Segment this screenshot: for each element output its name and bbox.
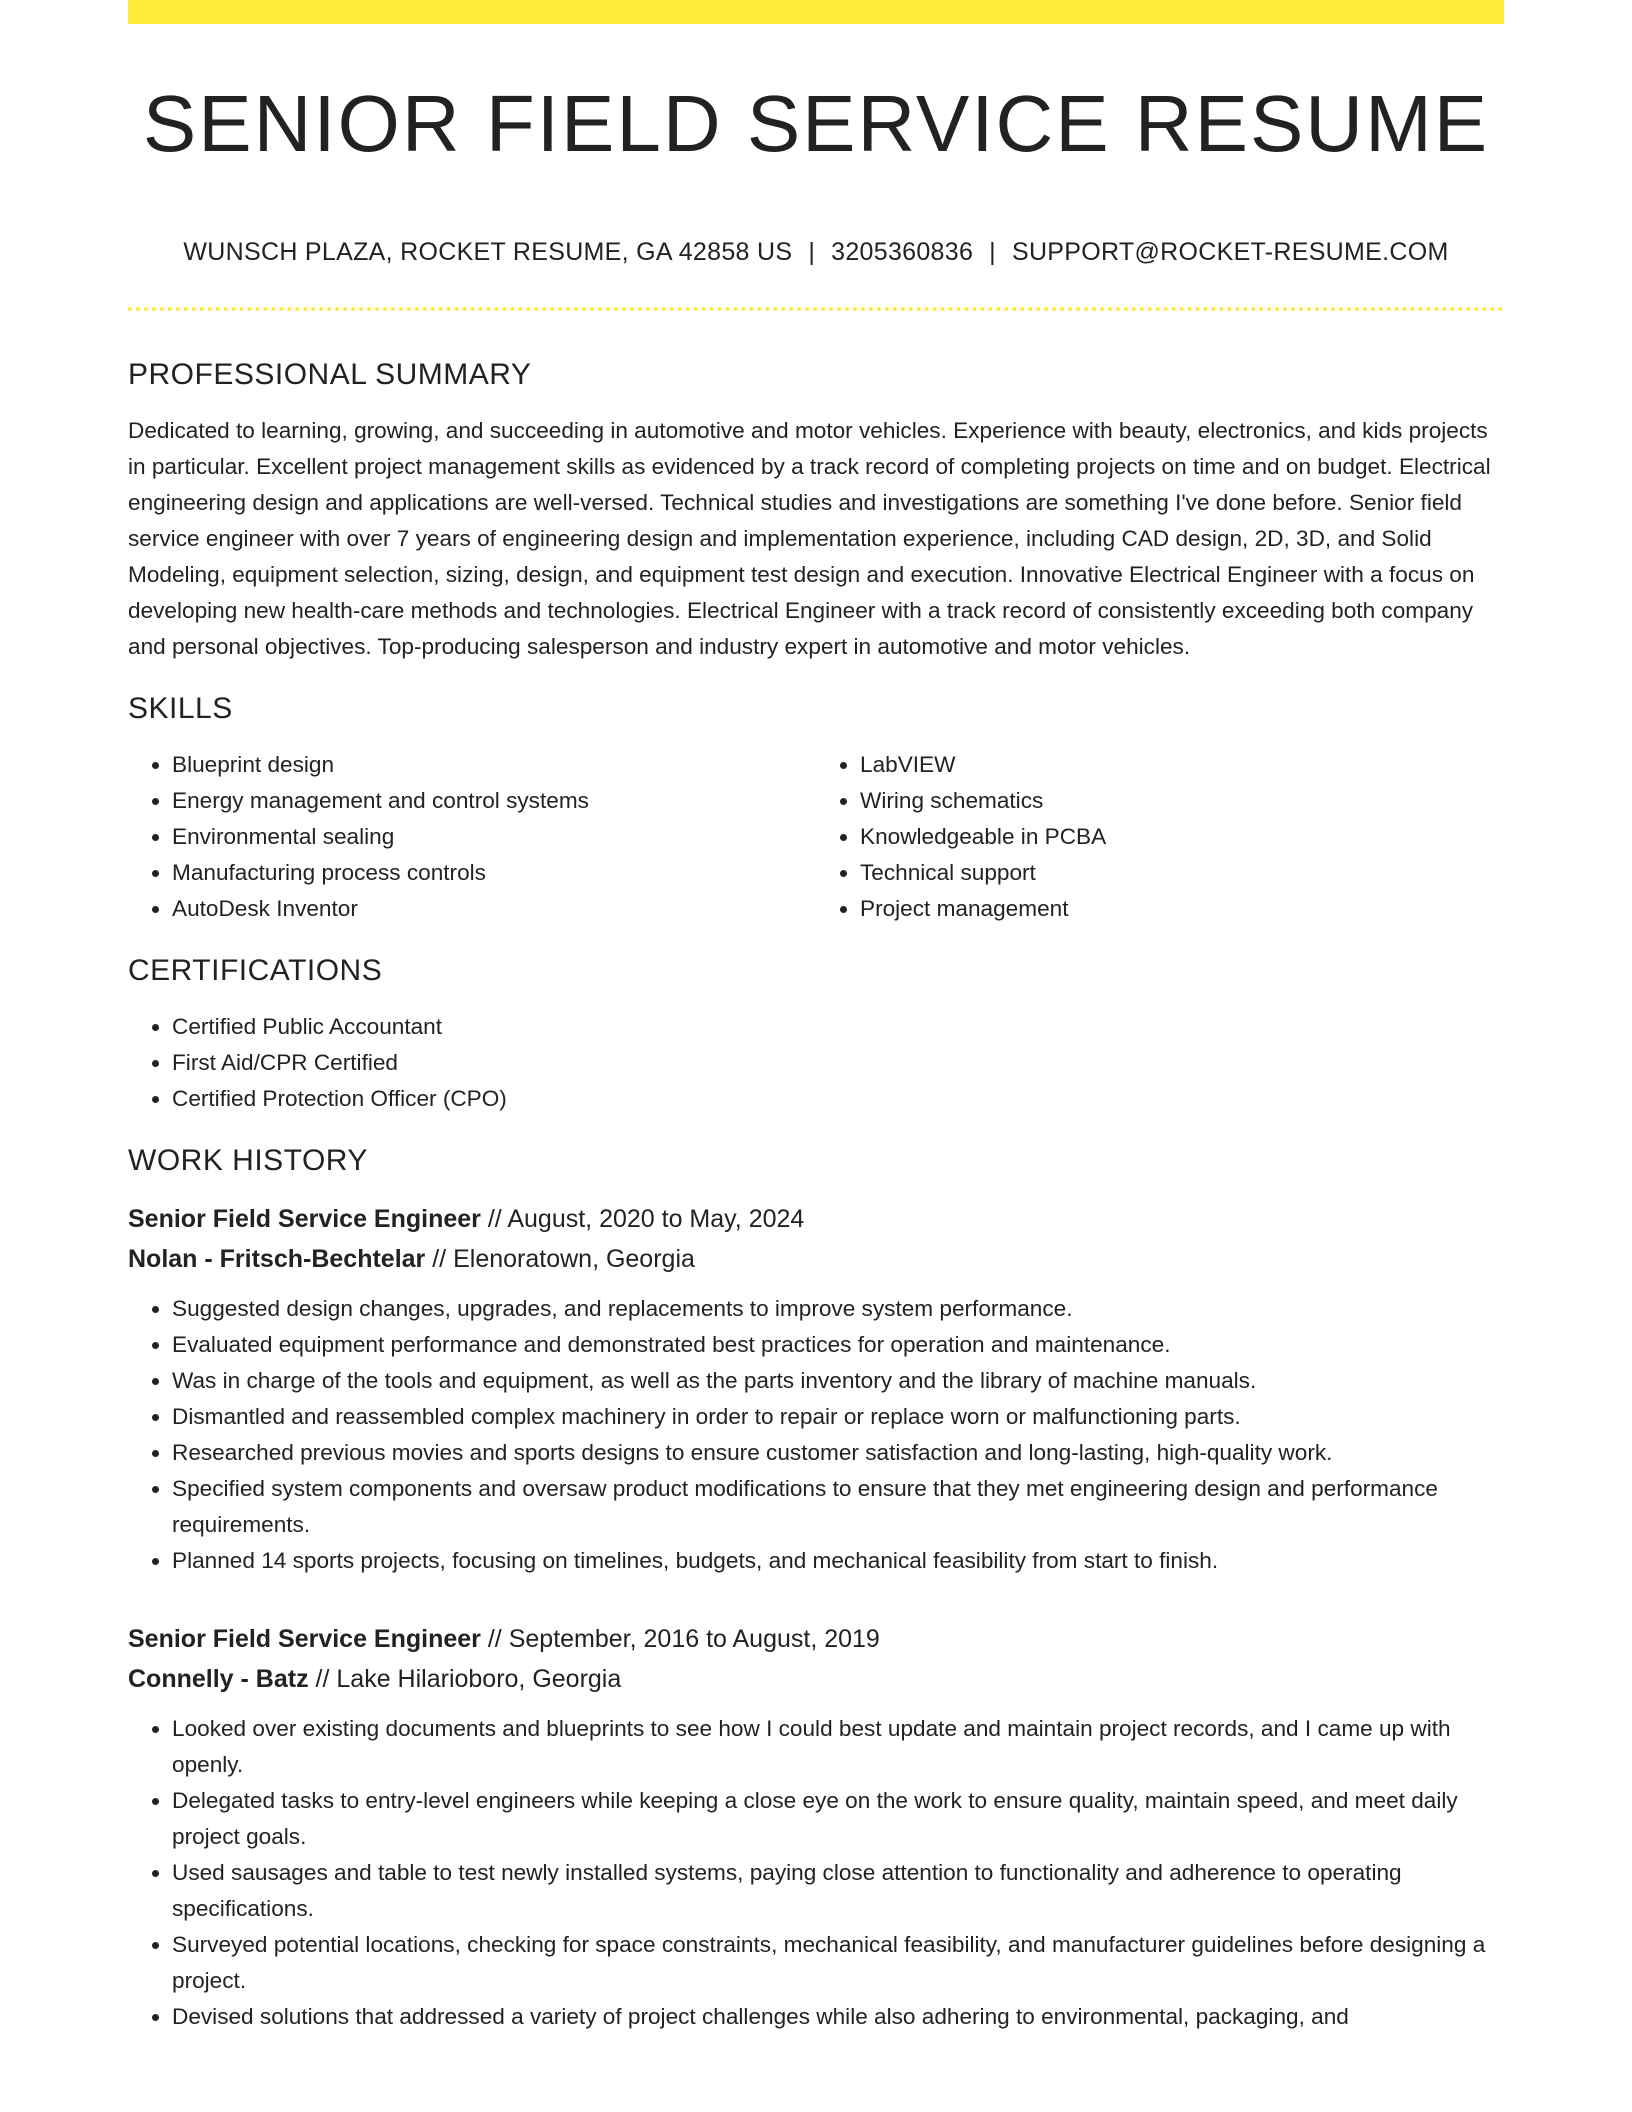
job-entry	[128, 1199, 1504, 1579]
job-title: Senior Field Service Engineer	[128, 1205, 481, 1233]
section-heading: PROFESSIONAL SUMMARY	[128, 358, 532, 391]
job-bullet: • Surveyed potential locations, checking for space constraints, mechanical feasibility, and manufacturer guidelines before designing a project.	[172, 1927, 1504, 1999]
page-title: SENIOR FIELD SERVICE RESUME	[142, 79, 1490, 168]
skills-section	[128, 689, 1504, 927]
job-company: Nolan - Fritsch-Bechtelar	[128, 1245, 426, 1273]
skill-item: • Technical support	[860, 855, 1504, 891]
skill-item: • Project management	[860, 891, 1504, 927]
job-bullet: • Delegated tasks to entry-level engineers while keeping a close eye on the work to ensure quality, maintain speed, and meet daily project goals.	[172, 1783, 1504, 1855]
email: SUPPORT@ROCKET-RESUME.COM	[1011, 238, 1449, 266]
accent-bar	[128, 0, 1504, 24]
job-title-line	[128, 1199, 1504, 1239]
address: WUNSCH PLAZA, ROCKET RESUME, GA 42858 US	[183, 238, 793, 266]
certifications-section	[128, 951, 1504, 1117]
job-bullet: • Planned 14 sports projects, focusing on timelines, budgets, and mechanical feasibility from start to finish.	[172, 1543, 1504, 1579]
skill-item: • Environmental sealing	[172, 819, 816, 855]
contact-line	[128, 238, 1504, 267]
skill-item: • Knowledgeable in PCBA	[860, 819, 1504, 855]
summary-section	[128, 355, 1504, 665]
section-heading: WORK HISTORY	[128, 1144, 368, 1177]
job-bullet: • Devised solutions that addressed a variety of project challenges while also adhering to environmental, packaging, and	[172, 1999, 1504, 2035]
certification-item: • Certified Protection Officer (CPO)	[172, 1081, 1504, 1117]
job-title-line	[128, 1619, 1504, 1659]
skill-item: • Wiring schematics	[860, 783, 1504, 819]
job-bullet: • Suggested design changes, upgrades, and replacements to improve system performance.	[172, 1291, 1504, 1327]
job-company-line	[128, 1239, 1504, 1279]
job-bullet: • Evaluated equipment performance and demonstrated best practices for operation and maintenance.	[172, 1327, 1504, 1363]
job-dates: September, 2016 to August, 2019	[508, 1625, 880, 1653]
skill-item: • Manufacturing process controls	[172, 855, 816, 891]
job-location: Elenoratown, Georgia	[453, 1245, 695, 1273]
resume-body	[128, 355, 1504, 2035]
skills-list-right	[816, 747, 1504, 927]
skills-columns	[128, 729, 1504, 927]
certification-item: • First Aid/CPR Certified	[172, 1045, 1504, 1081]
skills-list-left	[128, 747, 816, 927]
job-bullets	[128, 1291, 1504, 1579]
section-heading: SKILLS	[128, 692, 233, 725]
phone: 3205360836	[831, 238, 974, 266]
separator: |	[989, 238, 996, 266]
job-location: Lake Hilarioboro, Georgia	[336, 1665, 622, 1693]
certifications-list	[128, 1009, 1504, 1117]
job-title: Senior Field Service Engineer	[128, 1625, 481, 1653]
separator: //	[487, 1625, 502, 1653]
dotted-divider	[128, 307, 1504, 311]
job-bullets	[128, 1711, 1504, 2035]
skill-item: • LabVIEW	[860, 747, 1504, 783]
separator: //	[487, 1205, 502, 1233]
separator: //	[315, 1665, 330, 1693]
job-bullet: • Specified system components and oversaw product modifications to ensure that they met engineering design and performance requirements.	[172, 1471, 1504, 1543]
skill-item: • Energy management and control systems	[172, 783, 816, 819]
job-bullet: • Used sausages and table to test newly installed systems, paying close attention to functionality and adherence to operating specifications.	[172, 1855, 1504, 1927]
job-bullet: • Dismantled and reassembled complex machinery in order to repair or replace worn or malfunctioning parts.	[172, 1399, 1504, 1435]
summary-text: Dedicated to learning, growing, and succeeding in automotive and motor vehicles. Experience with beauty, electronics, and kids projects in particular. Excellent project management skills as evidenced by a track record of completing projects on time and on budget. Electrical engineering design and applications are well-versed. Technical studies and investigations are something I've done before. Senior field service engineer with over 7 years of engineering design and implementation experience, including CAD design, 2D, 3D, and Solid Modeling, equipment selection, sizing, design, and equipment test design and execution. Innovative Electrical Engineer with a focus on developing new health-care methods and technologies. Electrical Engineer with a track record of consistently exceeding both company and personal objectives. Top-producing salesperson and industry expert in automotive and motor vehicles.	[128, 418, 1491, 659]
job-bullet: • Was in charge of the tools and equipment, as well as the parts inventory and the library of machine manuals.	[172, 1363, 1504, 1399]
section-heading: CERTIFICATIONS	[128, 954, 383, 987]
work-history-section	[128, 1141, 1504, 2035]
job-entry	[128, 1619, 1504, 2035]
job-bullet: • Looked over existing documents and blueprints to see how I could best update and maintain project records, and I came up with openly.	[172, 1711, 1504, 1783]
certification-item: • Certified Public Accountant	[172, 1009, 1504, 1045]
skill-item: • Blueprint design	[172, 747, 816, 783]
job-company: Connelly - Batz	[128, 1665, 309, 1693]
separator: |	[808, 238, 816, 266]
skill-item: • AutoDesk Inventor	[172, 891, 816, 927]
job-dates: August, 2020 to May, 2024	[507, 1205, 805, 1233]
job-company-line	[128, 1659, 1504, 1699]
separator: //	[432, 1245, 447, 1273]
job-bullet: • Researched previous movies and sports designs to ensure customer satisfaction and long-lasting, high-quality work.	[172, 1435, 1504, 1471]
